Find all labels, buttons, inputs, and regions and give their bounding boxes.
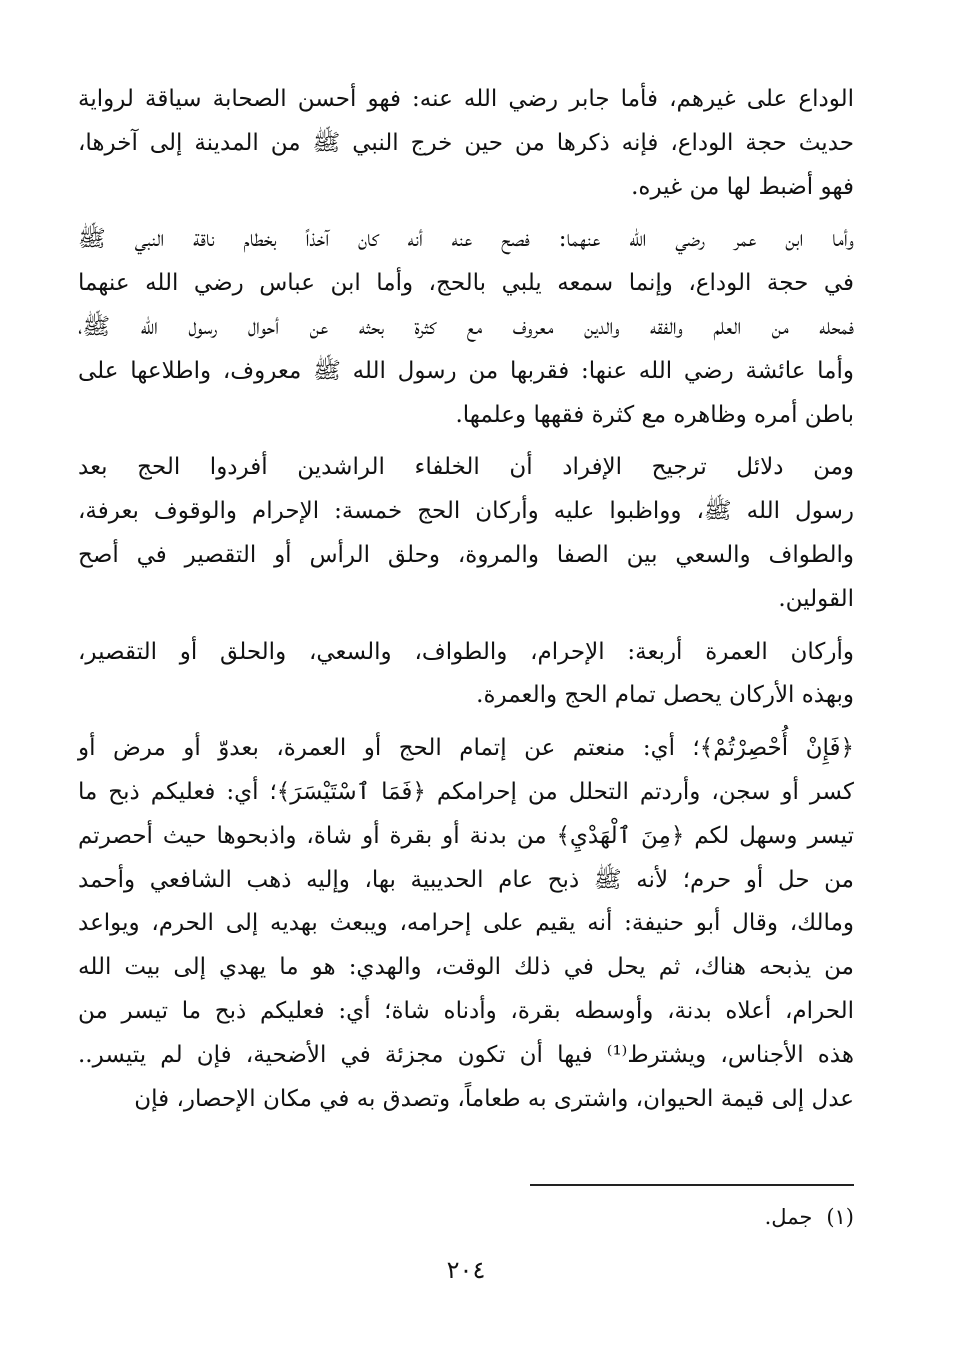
text-line: وأركان العمرة أربعة: الإحرام، والطواف، والسعي، والحلق أو التقصير،: [78, 638, 854, 665]
text-line: حديث حجة الوداع، فإنه ذكرها من حين خرج النبي ﷺ من المدينة إلى آخرها،: [78, 129, 854, 156]
text-line: من حل أو حرم؛ لأنه ﷺ ذبح عام الحديبية بها، وإليه ذهب الشافعي وأحمد: [78, 866, 854, 893]
page-number: ٢٠٤: [446, 1256, 486, 1284]
body-text: [78, 78, 854, 1121]
text-line: والطواف والسعي بين الصفا والمروة، وحلق الرأس أو التقصير في أصح: [78, 541, 854, 568]
text-line: في حجة الوداع، وإنما سمعه يلبي بالحج، وأما ابن عباس رضي الله عنهما: [78, 270, 854, 297]
text-line: الوداع على غيرهم، فأما جابر رضي الله عنه: فهو أحسن الصحابة سياقة لرواية: [78, 86, 854, 112]
paragraph: [78, 218, 854, 437]
text-line: ومالك، وقال أبو حنيفة: أنه يقيم على إحرامه، ويبعث بهديه إلى الحرم، ويواعد: [78, 910, 854, 937]
text-line: عدل إلى قيمة الحيوان، واشترى به طعاماً، وتصدق به في مكان الإحصار، فإن: [134, 1085, 854, 1112]
text-line: وأما عائشة رضي الله عنها: فقربها من رسول الله ﷺ معروف، واطلاعها على: [78, 357, 854, 384]
paragraph: [78, 78, 854, 209]
text-line: هذه الأجناس، ويشترط⁽¹⁾ فيها أن تكون مجزئة في الأضحية، فإن لم يتيسر..: [78, 1041, 854, 1068]
text-line: باطن أمره وظاهره مع كثرة فقهها وعلمها.: [455, 401, 854, 428]
paragraph: [78, 727, 854, 1121]
text-line: كسر أو سجن، وأردتم التحلل من إحرامكم ﴿فَمَا ٱسْتَيْسَرَ﴾؛ أي: فعليكم ذبح ما: [78, 778, 854, 805]
footnote-number: (١): [826, 1205, 854, 1229]
book-page: [78, 78, 854, 1338]
paragraph: [78, 631, 854, 719]
text-line: تيسر وسهل لكم ﴿مِنَ ٱلْهَدْيِ﴾ من بدنة أو بقرة أو شاة، واذبحوها حيث أحصرتم: [78, 822, 854, 849]
text-line: القولين.: [778, 585, 854, 612]
footnote: [765, 1202, 854, 1232]
footnote-divider: [530, 1184, 854, 1186]
text-line: من يذبحه هناك، ثم يحل في ذلك الوقت، والهدي: هو ما يهدي إلى بيت الله: [78, 954, 854, 981]
text-line: فهو أضبط لها من غيره.: [631, 173, 854, 200]
footnote-text: جمل.: [764, 1205, 813, 1229]
text-line: ومن دلائل ترجيح الإفراد أن الخلفاء الراشدين أفردوا الحج بعد: [78, 454, 854, 481]
text-line: وأما ابن عمر رضي الله عنهما: فصح عنه أنه كان آخذاً بخطام ناقة النبي ﷺ: [78, 226, 854, 253]
text-line: رسول الله ﷺ، وواظبوا عليه وأركان الحج خمسة: الإحرام والوقوف بعرفة،: [78, 498, 854, 525]
paragraph: [78, 446, 854, 621]
text-line: وبهذه الأركان يحصل تمام الحج والعمرة.: [476, 682, 854, 709]
text-line: الحرام، أعلاه بدنة، وأوسطه بقرة، وأدناه شاة؛ أي: فعليكم ذبح ما تيسر من: [78, 997, 854, 1024]
text-line: فمحله من العلم والفقه والدين معروف مع كثرة بحثه عن أحوال رسول الله ﷺ،: [78, 313, 854, 340]
text-line: ﴿فَإِنْ أُحْصِرْتُمْ﴾؛ أي: منعتم عن إتمام الحج أو العمرة، بعدوّ أو مرض أو: [78, 735, 854, 762]
